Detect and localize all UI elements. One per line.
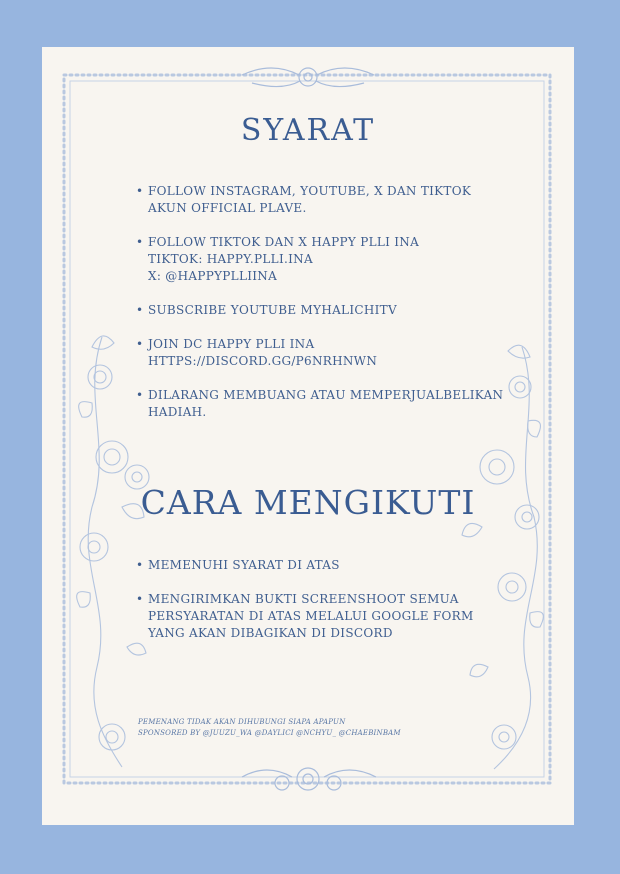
list-item-line: • FOLLOW INSTAGRAM, YOUTUBE, X DAN TIKTOK	[148, 184, 472, 198]
cara-mengikuti-title: CARA MENGIKUTI	[140, 483, 476, 522]
list-item	[136, 183, 556, 217]
list-item-line: PERSYARATAN DI ATAS MELALUI GOOGLE FORM	[148, 609, 474, 623]
list-item-line: HADIAH.	[148, 405, 207, 419]
list-item	[136, 387, 556, 421]
syarat-list	[136, 183, 556, 438]
sponsor-line: SPONSORED BY @JUUZU_WA @DAYLICI @NCHYU_ @CHAEBINBAM	[138, 729, 401, 737]
cara-list	[136, 557, 556, 659]
list-item-line: • DILARANG MEMBUANG ATAU MEMPERJUALBELIKAN	[148, 388, 504, 402]
discord-link[interactable]: HTTPS://DISCORD.GG/P6NRHNWN	[148, 354, 378, 368]
list-item	[136, 336, 556, 370]
list-item-line: • FOLLOW TIKTOK DAN X HAPPY PLLI INA	[148, 235, 420, 249]
flyer-content	[42, 47, 574, 825]
list-item-line: YANG AKAN DIBAGIKAN DI DISCORD	[148, 626, 393, 640]
footnote	[138, 717, 401, 739]
list-item	[136, 591, 556, 642]
list-item-line: • MEMENUHI SYARAT DI ATAS	[148, 558, 340, 572]
list-item	[136, 557, 556, 574]
syarat-title: SYARAT	[240, 113, 376, 148]
list-item-line: • JOIN DC HAPPY PLLI INA	[148, 337, 315, 351]
list-item-line: X: @HAPPYPLLIINA	[148, 269, 278, 283]
list-item	[136, 234, 556, 285]
list-item-line: • SUBSCRIBE YOUTUBE MYHALICHITV	[148, 303, 397, 317]
flyer-card	[42, 47, 574, 825]
list-item	[136, 302, 556, 319]
list-item-line: TIKTOK: HAPPY.PLLI.INA	[148, 252, 313, 266]
list-item-line: AKUN OFFICIAL PLAVE.	[148, 201, 307, 215]
footnote-line: PEMENANG TIDAK AKAN DIHUBUNGI SIAPA APAPUN	[138, 718, 346, 726]
list-item-line: • MENGIRIMKAN BUKTI SCREENSHOOT SEMUA	[148, 592, 459, 606]
